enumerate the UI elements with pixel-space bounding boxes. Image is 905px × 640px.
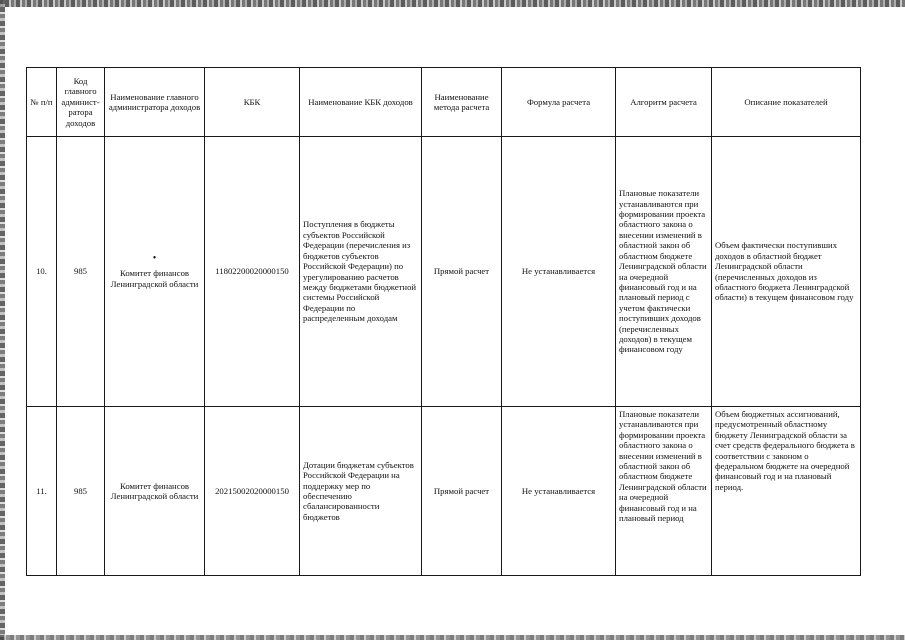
row-formula: Не устанавливается: [502, 137, 616, 407]
row-algorithm: Плановые показатели устанавливаются при формировании проекта областного закона о внесении изменений в областной закон об областном бюджете Ленинградской области на очередной финансовый год и на плановый период с учетом фактически поступивших доходов (перечисленных доходов) в текущем финансовом году: [616, 137, 712, 407]
row-method: Прямой расчет: [422, 137, 502, 407]
header-row: [27, 68, 861, 137]
row-admin-name: Комитет финансов Ленинградской области: [110, 268, 199, 289]
scan-edge-bottom: [0, 635, 905, 640]
row-formula: Не устанавливается: [502, 407, 616, 576]
row-description: Объем фактически поступивших доходов в областной бюджет Ленинградской области (перечисленных доходов из областного бюджета Ленинградской области) в текущем финансовом году: [712, 137, 861, 407]
header-kbk: КБК: [205, 68, 300, 137]
scan-speck: •: [152, 253, 157, 265]
header-algorithm: Алгоритм расчета: [616, 68, 712, 137]
scan-edge-top: [0, 0, 905, 7]
row-description: Объем бюджетных ассигнований, предусмотренный областному бюджету Ленинградской области за счет средств федерального бюджета в соответствии с законом о федеральном бюджете на очередной финансовый год и на плановый период.: [715, 409, 855, 492]
header-formula: Формула расчета: [502, 68, 616, 137]
row-kbk: 11802200020000150: [205, 137, 300, 407]
row-admin-name-cell: [105, 137, 205, 407]
row-algorithm-cell: [616, 407, 712, 576]
row-kbk: 20215002020000150: [205, 407, 300, 576]
header-description: Описание показателей: [712, 68, 861, 137]
row-code: 985: [57, 137, 105, 407]
header-kbk-name: Наименование КБК доходов: [300, 68, 422, 137]
row-admin-name: Комитет финансов Ленинградской области: [105, 407, 205, 576]
row-description-cell: [712, 407, 861, 576]
header-num: № п/п: [27, 68, 57, 137]
table-row: [27, 137, 861, 407]
header-code: Код главного админист-ратора доходов: [57, 68, 105, 137]
row-kbk-name: Дотации бюджетам субъектов Российской Федерации на поддержку мер по обеспечению сбалансированности бюджетов: [300, 407, 422, 576]
row-num: 11.: [27, 407, 57, 576]
header-method: Наименование метода расчета: [422, 68, 502, 137]
row-method: Прямой расчет: [422, 407, 502, 576]
row-code: 985: [57, 407, 105, 576]
row-num: 10.: [27, 137, 57, 407]
table-row: [27, 407, 861, 576]
revenue-methodology-table: [26, 67, 861, 576]
row-algorithm: Плановые показатели устанавливаются при формировании проекта областного закона о внесении изменений в областной закон об областном бюджете Ленинградской области на очередной финансовый год и на плановый период: [619, 409, 707, 524]
header-admin-name: Наименование главного администратора доходов: [105, 68, 205, 137]
row-kbk-name: Поступления в бюджеты субъектов Российской Федерации (перечисления из бюджетов субъектов Российской Федерации) по урегулированию расчетов между бюджетами бюджетной системы Российской Федерации по распределенным доходам: [300, 137, 422, 407]
scan-edge-left: [0, 0, 5, 640]
